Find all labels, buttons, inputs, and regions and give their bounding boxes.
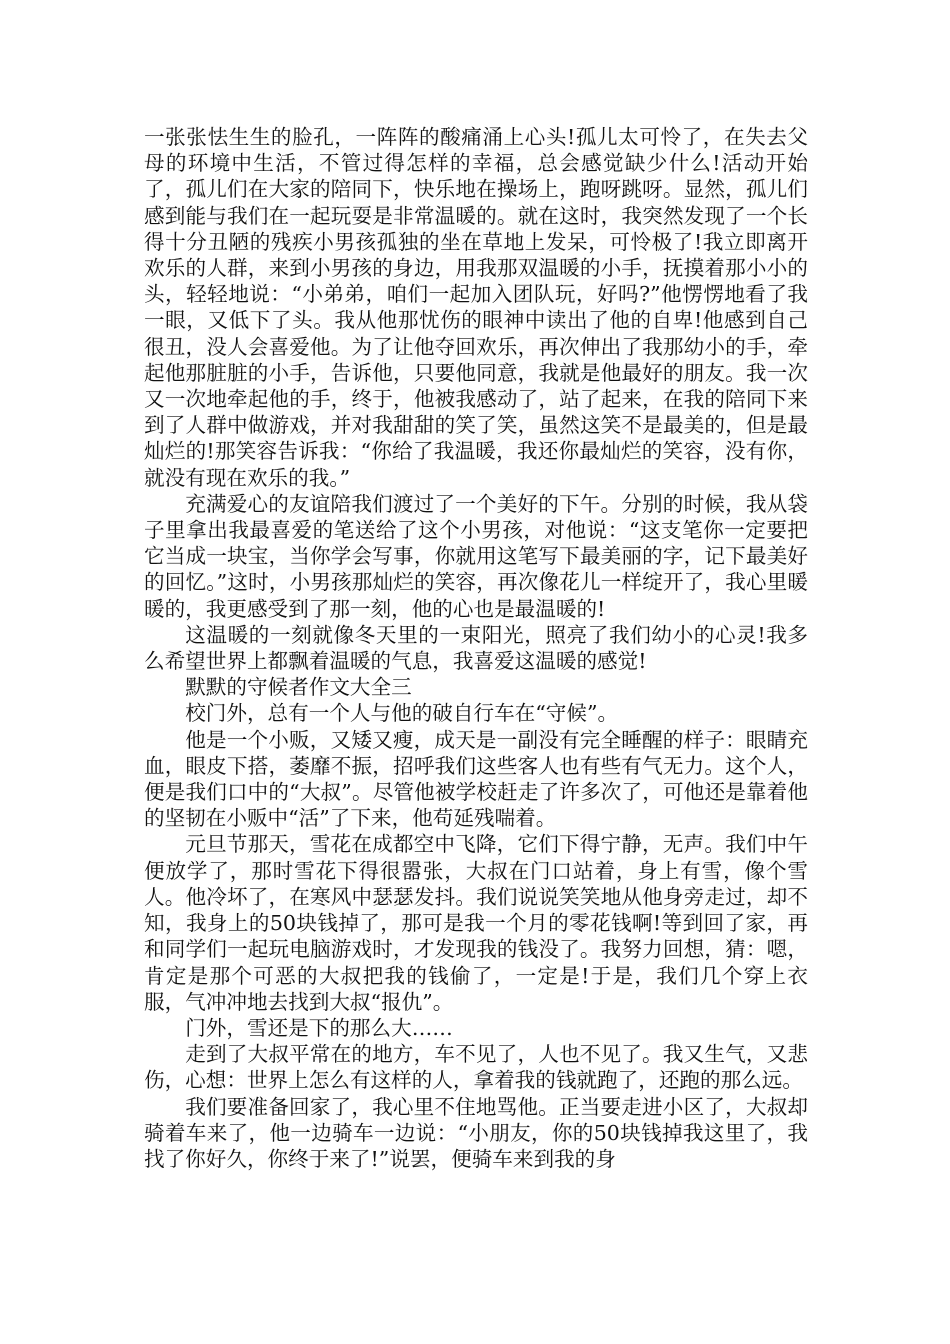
paragraph-orphan-boy: 一张张怯生生的脸孔，一阵阵的酸痛涌上心头!孤儿太可怜了，在失去父母的环境中生活，不管过得怎样的幸福，总会感觉缺少什么!活动开始了，孤儿们在大家的陪同下，快乐地在操场上，跑呀跳呀。显然，孤儿们感到能与我们在一起玩耍是非常温暖的。就在这时，我突然发现了一个长得十分丑陋的残疾小男孩孤独的坐在草地上发呆，可怜极了!我立即离开欢乐的人群，来到小男孩的身边，用我那双温暖的小手，抚摸着那小小的头，轻轻地说：“小弟弟，咱们一起加入团队玩，好吗?”他愣愣地看了我一眼，又低下了头。我从他那忧伤的眼神中读出了他的自卑!他感到自己很丑，没人会喜爱他。为了让他夺回欢乐，再次伸出了我那幼小的手，牵起他那脏脏的小手，告诉他，只要他同意，我就是他最好的朋友。我一次又一次地牵起他的手，终于，他被我感动了，站了起来，在我的陪同下来到了人群中做游戏，并对我甜甜的笑了笑，虽然这笑不是最美的，但是最灿烂的!那笑容告诉我：“你给了我温暖，我还你最灿烂的笑容，没有你，就没有现在欢乐的我。” [144,125,808,490]
paragraph-warm-moment: 这温暖的一刻就像冬天里的一束阳光，照亮了我们幼小的心灵!我多么希望世界上都飘着温暖的气息，我喜爱这温暖的感觉! [144,622,808,674]
paragraph-snow-outside: 门外，雪还是下的那么大…… [185,1015,453,1040]
paragraph-vendor-gone: 走到了大叔平常在的地方，车不见了，人也不见了。我又生气，又悲伤，心想：世界上怎么有这样的人，拿着我的钱就跑了，还跑的那么远。 [144,1042,808,1093]
document-body [144,124,808,1172]
paragraph-new-year-snow: 元旦节那天，雪花在成都空中飞降，它们下得宁静，无声。我们中午便放学了，那时雪花下得很嚣张，大叔在门口站着，身上有雪，像个雪人。他冷坏了，在寒风中瑟瑟发抖。我们说说笑笑地从他身旁走过，却不知，我身上的50块钱掉了，那可是我一个月的零花钱啊!等到回了家，再和同学们一起玩电脑游戏时，才发现我的钱没了。我努力回想，猜：嗯，肯定是那个可恶的大叔把我的钱偷了，一定是!于是，我们几个穿上衣服，气冲冲地去找到大叔“报仇”。 [144,832,808,1014]
paragraph-vendor-description: 他是一个小贩，又矮又瘦，成天是一副没有完全睡醒的样子：眼睛充血，眼皮下搭，萎靡不振，招呼我们这些客人也有些有气无力。这个人，便是我们口中的“大叔”。尽管他被学校赶走了许多次了，可他还是靠着他的坚韧在小贩中“活”了下来，他苟延残喘着。 [144,727,808,831]
paragraph-afternoon-gift: 充满爱心的友谊陪我们渡过了一个美好的下午。分别的时候，我从袋子里拿出我最喜爱的笔送给了这个小男孩，对他说：“这支笔你一定要把它当成一块宝，当你学会写事，你就用这笔写下最美丽的字，记下最美好的回忆。”这时，小男孩那灿烂的笑容，再次像花儿一样绽开了，我心里暖暖的，我更感受到了那一刻，他的心也是最温暖的! [144,491,808,621]
paragraph-vendor-returns: 我们要准备回家了，我心里不住地骂他。正当要走进小区了，大叔却骑着车来了，他一边骑车一边说：“小朋友，你的50块钱掉我这里了，我找了你好久，你终于来了!”说罢，便骑车来到我的身 [144,1094,808,1171]
paragraph-school-gate: 校门外，总有一个人与他的破自行车在“守候”。 [185,701,619,726]
section-heading: 默默的守候者作文大全三 [185,675,412,700]
